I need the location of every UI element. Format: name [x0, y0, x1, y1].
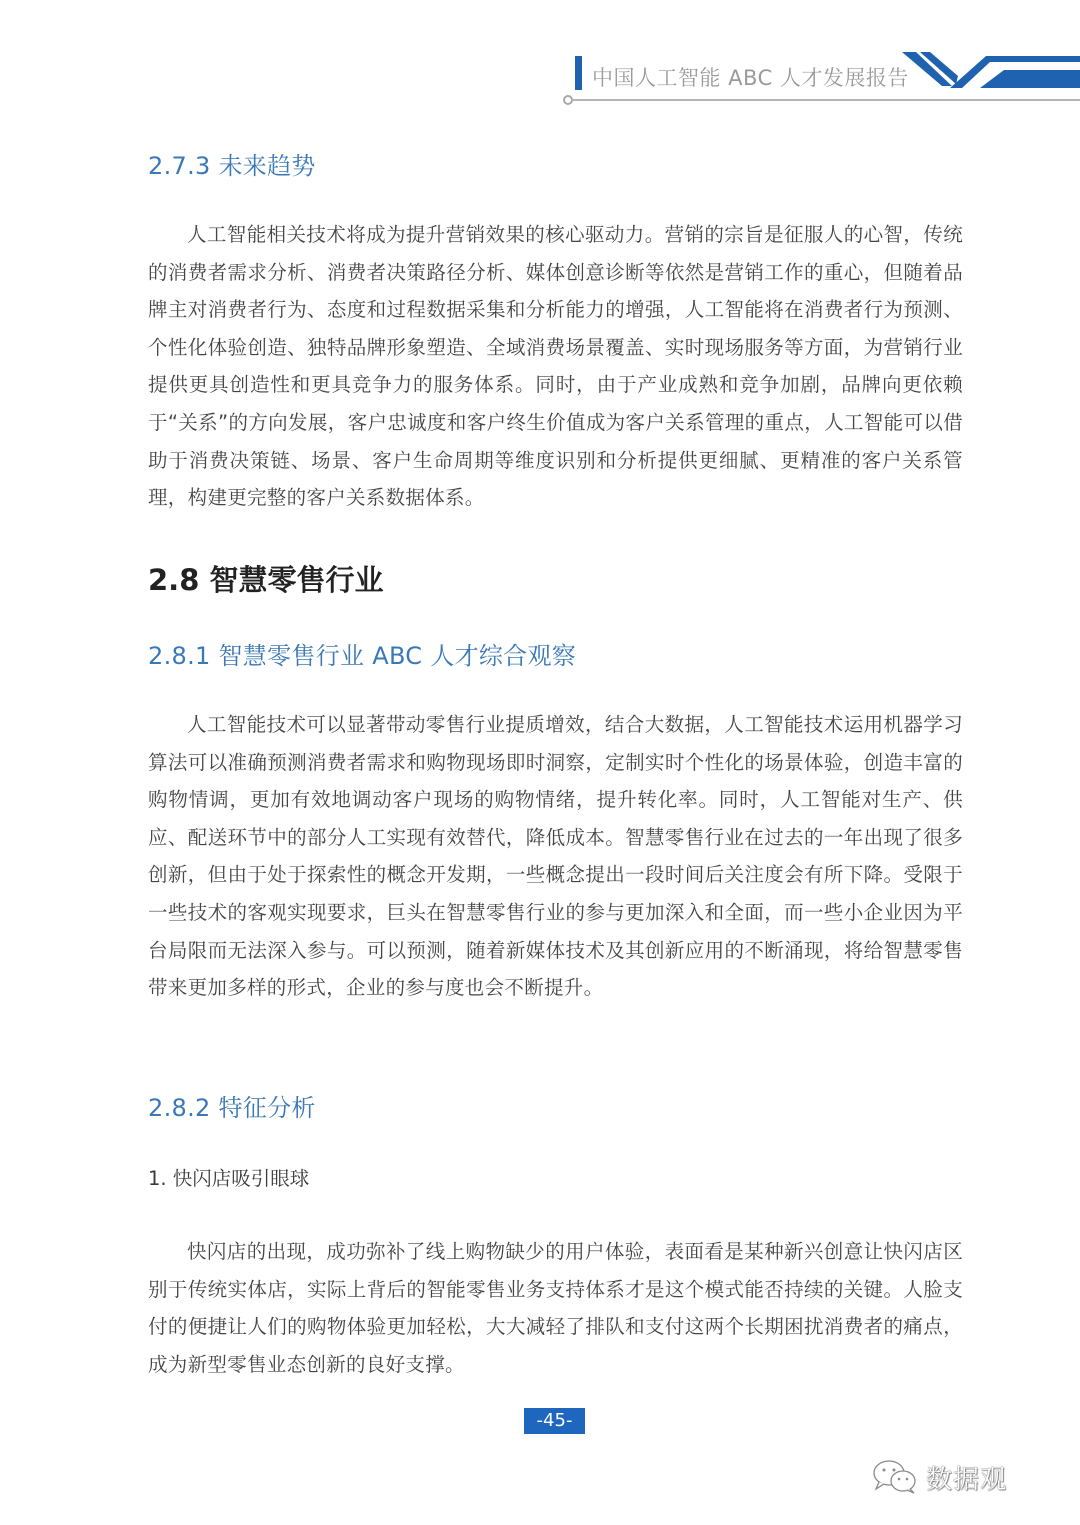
- paragraph-retail-observation: 人工智能技术可以显著带动零售行业提质增效，结合大数据，人工智能技术运用机器学习算法可以准确预测消费者需求和购物现场即时洞察，定制实时个性化的场景体验，创造丰富的购物情调，更加有效地调动客户现场的购物情绪，提升转化率。同时，人工智能对生产、供应、配送环节中的部分人工实现有效替代，降低成本。智慧零售行业在过去的一年出现了很多创新，但由于处于探索性的概念开发期，一些概念提出一段时间后关注度会有所下降。受限于一些技术的客观实现要求，巨头在智慧零售行业的参与更加深入和全面，而一些小企业因为平台局限而无法深入参与。可以预测，随着新媒体技术及其创新应用的不断涌现，将给智慧零售带来更加多样的形式，企业的参与度也会不断提升。: [148, 713, 963, 1000]
- page-number-badge: -45-: [524, 1408, 585, 1434]
- chapter-heading-2-8: 2.8 智慧零售行业: [148, 563, 384, 597]
- paragraph-pop-up-stores: 快闪店的出现，成功弥补了线上购物缺少的用户体验，表面看是某种新兴创意让快闪店区别于传统实体店，实际上背后的智能零售业务支持体系才是这个模式能否持续的关键。人脸支付的便捷让人们的购物体验更加轻松，大大减轻了排队和支付这两个长期困扰消费者的痛点，成为新型零售业态创新的良好支撑。: [148, 1240, 963, 1376]
- report-title: 中国人工智能 ABC 人才发展报告: [592, 66, 909, 90]
- section-heading-2-7-3: 2.7.3 未来趋势: [148, 152, 316, 180]
- wechat-icon: [872, 1459, 918, 1495]
- header-accent-bar: [575, 56, 582, 90]
- page-header: [0, 0, 1080, 110]
- subheading-pop-up-stores: 1. 快闪店吸引眼球: [148, 1167, 310, 1190]
- section-heading-2-8-1: 2.8.1 智慧零售行业 ABC 人才综合观察: [148, 642, 577, 670]
- watermark: [872, 1455, 1007, 1499]
- watermark-text: 数据观: [926, 1464, 1008, 1495]
- paragraph-future-trends: 人工智能相关技术将成为提升营销效果的核心驱动力。营销的宗旨是征服人的心智，传统的消费者需求分析、消费者决策路径分析、媒体创意诊断等依然是营销工作的重心，但随着品牌主对消费者行为、态度和过程数据采集和分析能力的增强，人工智能将在消费者行为预测、个性化体验创造、独特品牌形象塑造、全域消费场景覆盖、实时现场服务等方面，为营销行业提供更具创造性和更具竞争力的服务体系。同时，由于产业成熟和竞争加剧，品牌向更依赖于“关系”的方向发展，客户忠诚度和客户终生价值成为客户关系管理的重点，人工智能可以借助于消费决策链、场景、客户生命周期等维度识别和分析提供更细腻、更精准的客户关系管理，构建更完整的客户关系数据体系。: [148, 223, 963, 510]
- section-heading-2-8-2: 2.8.2 特征分析: [148, 1094, 316, 1122]
- header-divider: [572, 99, 1080, 101]
- header-chevron-decoration-icon: [900, 50, 1080, 96]
